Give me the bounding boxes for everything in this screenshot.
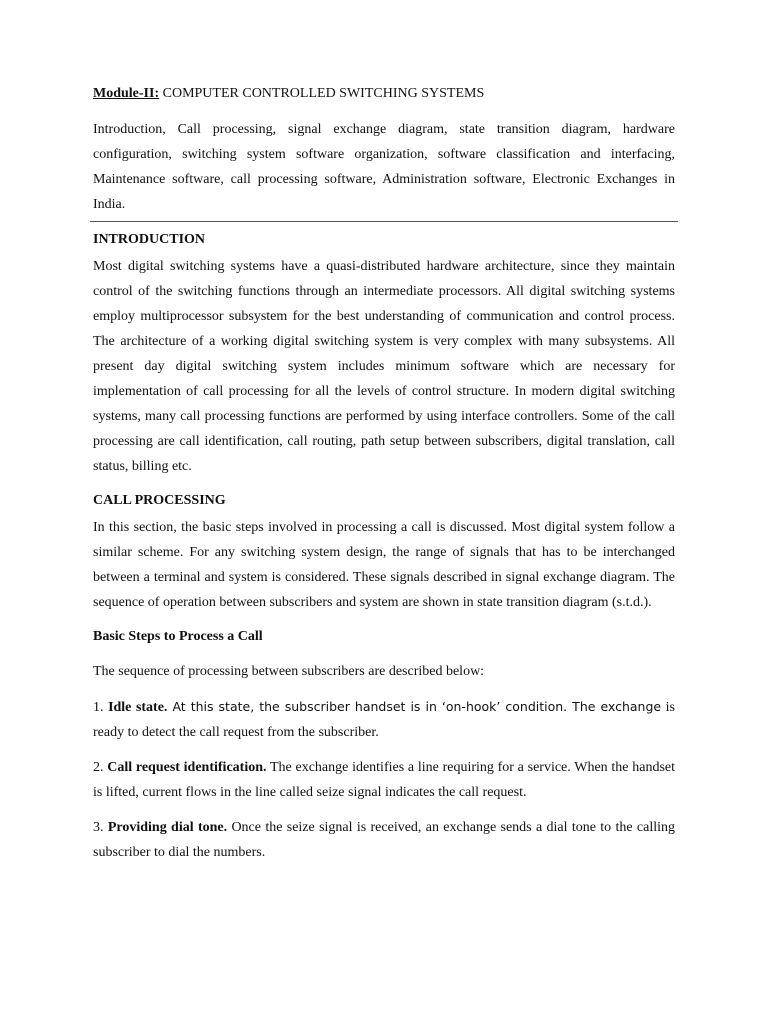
introduction-heading: INTRODUCTION (93, 232, 206, 247)
step-text-sans: At this state, the subscriber handset is in ‘on-hook’ condition. The exchange (167, 699, 662, 714)
topics-paragraph: Introduction, Call processing, signal exchange diagram, state transition diagram, hardware configuration, switching system software organization, software classification and interfacing, Maintenance software, call processing software, Administration software, Electronic Exchanges in India. (93, 122, 675, 212)
document-page (93, 84, 675, 875)
step-idle-state (93, 694, 675, 745)
module-label: Module-II: (93, 86, 160, 101)
call-processing-paragraph: In this section, the basic steps involved in processing a call is discussed. Most digital system follow a similar scheme. For any switching system design, the range of signals that has to be interchanged between a terminal and system is considered. These signals described in signal exchange diagram. The sequence of operation between subscribers and system are shown in state transition diagram (s.t.d.). (93, 520, 675, 610)
step-text: is ready to detect the call request from the subscriber. (93, 700, 675, 740)
step-number: 1. (93, 700, 109, 715)
step-text: The exchange identifies a line requiring for a service. When the handset is lifted, current flows in the line called seize signal indicates the call request. (93, 760, 676, 800)
step-call-request-identification (93, 755, 675, 805)
basic-steps-lead: The sequence of processing between subscribers are described below: (93, 664, 485, 679)
step-number: 2. (93, 760, 108, 775)
step-text: Once the seize signal is received, an exchange sends a dial tone to the calling subscriber to dial the numbers. (93, 820, 676, 860)
section-divider (90, 221, 678, 222)
step-term: Call request identification. (107, 760, 267, 775)
introduction-paragraph: Most digital switching systems have a quasi-distributed hardware architecture, since they maintain control of the switching functions through an intermediate processors. All digital switching systems employ multiprocessor subsystem for the best understanding of communication and control process. The architecture of a working digital switching system is very complex with many subsystems. All present day digital switching system includes minimum software which are necessary for implementation of call processing for all the levels of control structure. In modern digital switching systems, many call processing functions are performed by using interface controllers. Some of the call processing are call identification, call routing, path setup between subscribers, digital translation, call status, billing etc. (93, 259, 675, 474)
module-name: COMPUTER CONTROLLED SWITCHING SYSTEMS (159, 86, 485, 101)
step-number: 3. (93, 820, 108, 835)
step-providing-dial-tone (93, 815, 675, 865)
basic-steps-heading: Basic Steps to Process a Call (93, 629, 263, 644)
step-term: Providing dial tone. (107, 820, 228, 835)
call-processing-heading: CALL PROCESSING (93, 493, 226, 508)
step-term: Idle state. (108, 700, 168, 715)
module-title (93, 84, 675, 104)
